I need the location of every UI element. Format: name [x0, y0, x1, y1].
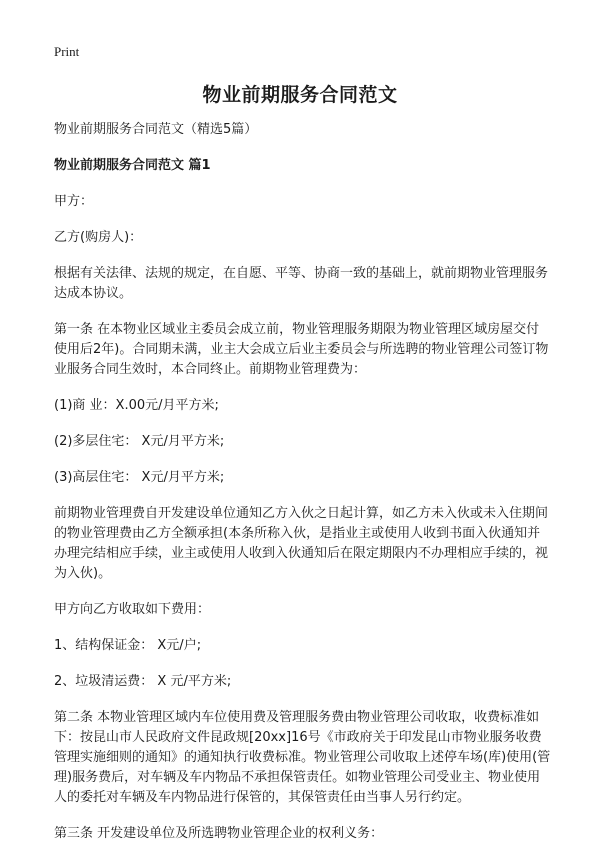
fees-intro-line: 甲方向乙方收取如下费用：: [54, 602, 211, 617]
fee-item-highrise: (3)高层住宅： X元/月平方米;: [54, 470, 225, 485]
article-2-paragraph: 第二条 本物业管理区域内车位使用费及管理服务费由物业管理公司收取，收费标准如下：按昆山市人民政府文件昆政规[20xx]16号《市政府关于印发昆山市物业服务收费管理实施细则的通知》的通知执行收费标准。物业管理公司收取上述停车场(库)使用(管理)服务费后，对车辆及车内物品不承担保管责任。如物业管理公司受业主、物业使用人的委托对车辆及车内物品进行保管的，其保管责任由当事人另行约定。: [54, 710, 551, 805]
fee-start-paragraph: 前期物业管理费自开发建设单位通知乙方入伙之日起计算，如乙方未入伙或未入住期间的物业管理费由乙方全额承担(本条所称入伙，是指业主或使用人收到书面入伙通知并办理完结相应手续，业主或使用人收到入伙通知后在限定期限内不办理相应手续的，视为入伙)。: [54, 506, 549, 581]
fee-item-garbage: 2、垃圾清运费： X 元/平方米;: [54, 674, 232, 689]
preamble-paragraph: 根据有关法律、法规的规定，在自愿、平等、协商一致的基础上，就前期物业管理服务达成本协议。: [54, 266, 549, 301]
fee-item-commercial: (1)商 业：X.00元/月平方米;: [54, 398, 219, 413]
fee-item-multistory: (2)多层住宅： X元/月平方米;: [54, 434, 225, 449]
document-subtitle: 物业前期服务合同范文（精选5篇）: [54, 122, 258, 137]
party-b-line: 乙方(购房人)：: [54, 230, 143, 245]
section-heading: 物业前期服务合同范文 篇1: [54, 158, 211, 173]
party-a-line: 甲方：: [54, 194, 94, 209]
article-1-paragraph: 第一条 在本物业区域业主委员会成立前，物业管理服务期限为物业管理区域房屋交付使用后2年)。合同期未满，业主大会成立后业主委员会与所选聘的物业管理公司签订物业服务合同生效时，本合同终止。前期物业管理费为：: [54, 322, 549, 377]
document-title: 物业前期服务合同范文: [202, 84, 398, 106]
article-3-paragraph: 第三条 开发建设单位及所选聘物业管理企业的权利义务：: [54, 826, 384, 841]
document-body: [54, 120, 552, 860]
print-link[interactable]: Print: [54, 44, 80, 59]
fee-item-deposit: 1、结构保证金： X元/户;: [54, 638, 202, 653]
